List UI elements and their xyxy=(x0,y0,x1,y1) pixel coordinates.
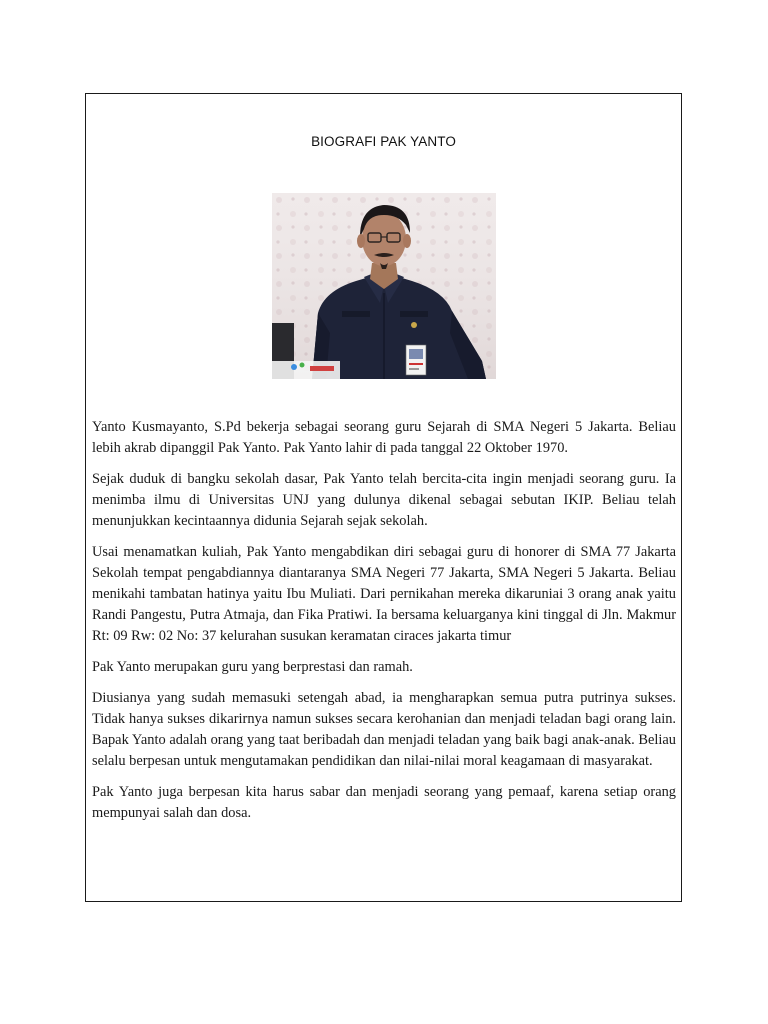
paragraph: Sejak duduk di bangku sekolah dasar, Pak Yanto telah bercita-cita ingin menjadi seorang guru. Ia menimba ilmu di Universitas UNJ yang dulunya dikenal sebagai sebutan IKIP. Beliau telah menunjukkan kecintaannya didunia Sejarah sejak sekolah. xyxy=(92,471,676,529)
paragraph: Pak Yanto juga berpesan kita harus sabar dan menjadi seorang yang pemaaf, karena setiap orang mempunyai salah dan dosa. xyxy=(92,784,676,821)
document-page xyxy=(85,93,682,902)
person-portrait-icon xyxy=(272,193,496,379)
paragraph: Pak Yanto merupakan guru yang berprestasi dan ramah. xyxy=(92,659,413,675)
portrait-photo xyxy=(272,193,496,379)
biography-body xyxy=(92,417,676,834)
page-title: BIOGRAFI PAK YANTO xyxy=(311,134,456,149)
paragraph: Diusianya yang sudah memasuki setengah abad, ia mengharapkan semua putra putrinya sukses. Tidak hanya sukses dikarirnya namun sukses secara kerohanian dan menjadi teladan bagi orang lain. Bapak Yanto adalah orang yang taat beribadah dan menjadi teladan yang baik bagi anak-anak. Beliau selalu berpesan untuk mengutamakan pendidikan dan nilai-nilai moral keagamaan di masyarakat. xyxy=(92,690,676,769)
paragraph: Yanto Kusmayanto, S.Pd bekerja sebagai seorang guru Sejarah di SMA Negeri 5 Jakarta. Beliau lebih akrab dipanggil Pak Yanto. Pak Yanto lahir di pada tanggal 22 Oktober 1970. xyxy=(92,419,676,456)
paragraph: Usai menamatkan kuliah, Pak Yanto mengabdikan diri sebagai guru di honorer di SMA 77 Jakarta Sekolah tempat pengabdiannya diantaranya SMA Negeri 77 Jakarta, SMA Negeri 5 Jakarta. Beliau menikahi tambatan hatinya yaitu Ibu Muliati. Dari pernikahan mereka dikaruniai 3 orang anak yaitu Randi Pangestu, Putra Atmaja, dan Fika Pratiwi. Ia bersama keluarganya kini tinggal di Jln. Makmur Rt: 09 Rw: 02 No: 37 kelurahan susukan keramatan ciraces jakarta timur xyxy=(92,544,676,644)
